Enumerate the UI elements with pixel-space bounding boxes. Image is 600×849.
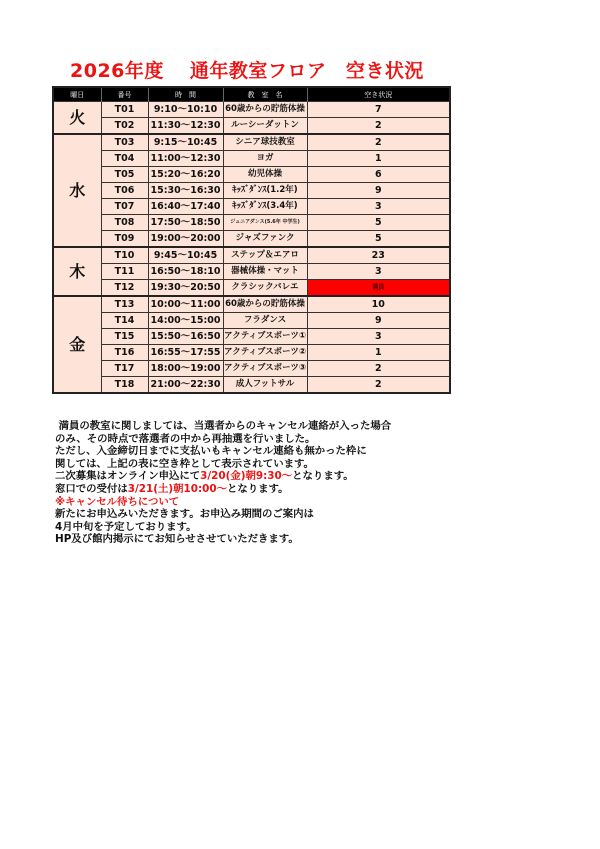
class-availability: 23 [307, 247, 450, 264]
class-availability: 1 [307, 345, 450, 361]
class-time: 18:00～19:00 [148, 361, 223, 377]
note-text: 満員の教室に関しましては、当選者からのキャンセル連絡が入った場合 [58, 420, 392, 432]
table-row [53, 199, 450, 215]
class-id: T15 [101, 329, 148, 345]
table-row [53, 215, 450, 231]
class-availability: 10 [307, 296, 450, 313]
class-time: 15:50～16:50 [148, 329, 223, 345]
class-id: T03 [101, 134, 148, 151]
note-line: 4月中旬を予定しております。 [55, 520, 197, 533]
class-room: 60歳からの貯筋体操 [223, 102, 307, 118]
note-text: となります。 [226, 482, 289, 495]
title-year: 2026年度 [70, 60, 164, 82]
class-id: T13 [101, 296, 148, 313]
class-time: 15:20～16:20 [148, 167, 223, 183]
class-id: T14 [101, 313, 148, 329]
class-room: アクティブスポーツ① [223, 329, 307, 345]
class-room: ｷｯｽﾞﾀﾞﾝｽ(1.2年) [223, 183, 307, 199]
class-id: T10 [101, 247, 148, 264]
class-room: 幼児体操 [223, 167, 307, 183]
class-id: T02 [101, 118, 148, 135]
class-time: 15:30～16:30 [148, 183, 223, 199]
full-status-badge: 満員 [307, 280, 450, 297]
table-row [53, 377, 450, 394]
class-availability: 3 [307, 199, 450, 215]
table-row [53, 264, 450, 280]
class-availability: 1 [307, 151, 450, 167]
class-time: 16:55～17:55 [148, 345, 223, 361]
class-room: ジャズファンク [223, 231, 307, 248]
class-availability: 2 [307, 134, 450, 151]
class-time: 11:30～12:30 [148, 118, 223, 135]
header-number: 番号 [101, 87, 148, 102]
table-row [53, 345, 450, 361]
class-availability: 5 [307, 231, 450, 248]
class-availability: 9 [307, 183, 450, 199]
class-time: 14:00～15:00 [148, 313, 223, 329]
class-room: ルーシーダットン [223, 118, 307, 135]
class-availability: 2 [307, 377, 450, 394]
class-id: T12 [101, 280, 148, 297]
note-line: HP及び館内掲示にてお知らせさせていただきます。 [55, 533, 299, 546]
class-id: T01 [101, 102, 148, 118]
online-start-date: 3/20(金)朝9:30～ [200, 470, 293, 483]
class-id: T05 [101, 167, 148, 183]
table-row [53, 296, 450, 313]
class-id: T04 [101, 151, 148, 167]
counter-reception-note [55, 483, 455, 496]
class-availability: 2 [307, 361, 450, 377]
table-row [53, 167, 450, 183]
class-availability: 9 [307, 313, 450, 329]
notes-section [55, 420, 455, 546]
schedule-table [52, 86, 451, 394]
note-line: ただし、入金締切日までに支払いもキャンセル連絡も無かった枠に [55, 445, 367, 458]
class-id: T11 [101, 264, 148, 280]
note-text: 二次募集はオンライン申込にて [55, 470, 201, 483]
class-availability: 7 [307, 102, 450, 118]
day-cell-tue: 火 [53, 102, 101, 135]
table-row [53, 118, 450, 135]
table-row [53, 361, 450, 377]
class-time: 16:50～18:10 [148, 264, 223, 280]
table-row [53, 102, 450, 118]
table-row [53, 134, 450, 151]
class-time: 10:00～11:00 [148, 296, 223, 313]
note-text: となります。 [292, 470, 354, 483]
table-row [53, 313, 450, 329]
header-room: 教 室 名 [223, 87, 307, 102]
note-line: のみ、その時点で落選者の中から再抽選を行いました。 [55, 432, 316, 445]
class-time: 16:40～17:40 [148, 199, 223, 215]
class-room: ヨガ [223, 151, 307, 167]
class-time: 19:30～20:50 [148, 280, 223, 297]
class-availability: 5 [307, 215, 450, 231]
class-id: T08 [101, 215, 148, 231]
class-id: T18 [101, 377, 148, 394]
class-room: シニア球技教室 [223, 134, 307, 151]
class-id: T07 [101, 199, 148, 215]
class-availability: 6 [307, 167, 450, 183]
day-cell-fri: 金 [53, 296, 101, 393]
class-room: クラシックバレエ [223, 280, 307, 297]
class-room: 60歳からの貯筋体操 [223, 296, 307, 313]
class-id: T09 [101, 231, 148, 248]
class-time: 9:15～10:45 [148, 134, 223, 151]
counter-start-date: 3/21(土)朝10:00～ [127, 482, 227, 495]
table-row [53, 231, 450, 248]
class-room: アクティブスポーツ② [223, 345, 307, 361]
class-id: T06 [101, 183, 148, 199]
class-room: 器械体操・マット [223, 264, 307, 280]
class-room: ステップ＆エアロ [223, 247, 307, 264]
class-time: 21:00～22:30 [148, 377, 223, 394]
class-time: 9:45～10:45 [148, 247, 223, 264]
class-room: ジュニアダンス(5.6年 中学生) [223, 215, 307, 231]
table-row [53, 247, 450, 264]
table-row [53, 280, 450, 297]
class-id: T16 [101, 345, 148, 361]
note-line: 関しては、上記の表に空き枠として表示されています。 [55, 457, 314, 470]
day-cell-thu: 木 [53, 247, 101, 296]
class-time: 11:00～12:30 [148, 151, 223, 167]
class-availability: 3 [307, 329, 450, 345]
table-row [53, 329, 450, 345]
class-time: 9:10～10:10 [148, 102, 223, 118]
note-line: 新たにお申込みいただきます。お申込み期間のご案内は [55, 508, 314, 521]
table-header-row [53, 87, 450, 102]
table-row [53, 183, 450, 199]
class-time: 17:50～18:50 [148, 215, 223, 231]
header-time: 時 間 [148, 87, 223, 102]
class-id: T17 [101, 361, 148, 377]
table-row [53, 151, 450, 167]
class-room: ｷｯｽﾞﾀﾞﾝｽ(3.4年) [223, 199, 307, 215]
class-room: フラダンス [223, 313, 307, 329]
note-text: 窓口での受付は [55, 482, 128, 495]
class-room: 成人フットサル [223, 377, 307, 394]
class-room: アクティブスポーツ③ [223, 361, 307, 377]
class-availability: 2 [307, 118, 450, 135]
note-line [55, 420, 455, 433]
waitlist-heading: ※キャンセル待ちについて [55, 495, 180, 508]
day-cell-wed: 水 [53, 134, 101, 247]
title-main: 通年教室フロア 空き状況 [189, 60, 424, 82]
header-day: 曜日 [53, 87, 101, 102]
second-recruitment-note [55, 470, 455, 483]
page-title [70, 56, 440, 83]
class-time: 19:00～20:00 [148, 231, 223, 248]
header-availability: 空き状況 [307, 87, 450, 102]
class-availability: 3 [307, 264, 450, 280]
